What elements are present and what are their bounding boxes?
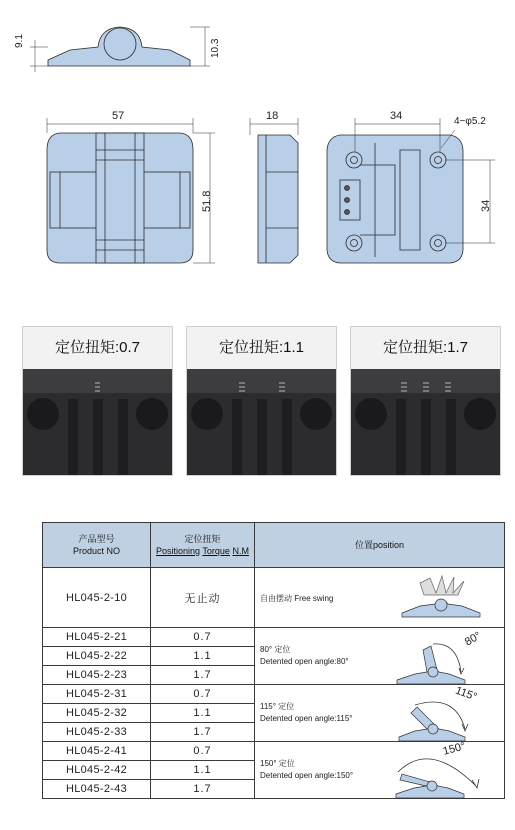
product-code: HL045-2-10 [43,568,151,628]
torque-value: 1.1 [151,704,255,723]
torque-value: 0.7 [151,685,255,704]
product-code: HL045-2-42 [43,761,151,780]
torque-value: 0.7 [151,742,255,761]
spec-table [42,522,505,799]
position-label: 自由摆动 Free swing [260,594,334,603]
dim-hole-spec: 4−φ5.2 [454,116,486,127]
dim-depth: 18 [266,110,279,122]
position-150 [255,742,505,799]
product-code: HL045-2-33 [43,723,151,742]
dim-side-total: 10.3 [210,38,221,58]
product-code: HL045-2-43 [43,780,151,799]
side-view [30,27,210,72]
free-swing-icon [390,573,500,623]
panel-caption: 定位扭矩:1.7 [382,339,469,356]
dim-width: 57 [112,110,125,122]
technical-drawing [0,0,515,300]
end-view [250,118,298,263]
torque-panel-1 [22,326,173,476]
dim-height: 51.8 [201,190,213,212]
torque-value: 1.7 [151,666,255,685]
front-view [47,118,215,263]
header-product-en: Product NO [72,546,121,556]
header-torque-cn: 定位扭矩 [184,534,221,544]
table-row [43,742,505,761]
angle-label: 80° [462,629,484,649]
position-label: 150° 定位 [260,759,295,768]
torque-value: 0.7 [151,628,255,647]
position-80 [255,628,505,685]
panel-caption: 定位扭矩:1.1 [218,339,305,356]
torque-value: 1.7 [151,780,255,799]
header-torque-en-2: Torque [202,546,230,556]
header-torque-en-1: Positioning [156,546,201,556]
position-free-swing [255,568,505,628]
table-row [43,685,505,704]
table-row [43,628,505,647]
table-header-row [43,523,505,568]
torque-value: 1.1 [151,647,255,666]
dim-side-height: 9.1 [14,34,25,48]
back-view [327,118,495,263]
dim-hole-spacing-h: 34 [390,110,403,122]
angle-label: 150° [441,740,467,758]
position-detail: Detented open angle:115° [260,714,353,723]
angle-label: 115° [453,684,479,704]
torque-panel-3 [350,326,501,476]
position-115 [255,685,505,742]
torque-value: 无止动 [151,568,255,628]
position-detail: Detented open angle:150° [260,771,354,780]
product-code: HL045-2-22 [43,647,151,666]
angle-150-icon [380,744,500,804]
torque-value: 1.1 [151,761,255,780]
product-code: HL045-2-41 [43,742,151,761]
hinge-photo [351,369,500,475]
header-torque-en-3: N.M [232,546,249,556]
angle-115-icon [385,689,495,747]
panel-caption: 定位扭矩:0.7 [54,339,141,356]
torque-panel-2 [186,326,337,476]
hinge-photo [187,369,336,475]
header-product [43,523,151,568]
torque-value: 1.7 [151,723,255,742]
header-product-cn: 产品型号 [78,534,115,544]
product-code: HL045-2-23 [43,666,151,685]
position-label: 80° 定位 [260,645,291,654]
position-detail: Detented open angle:80° [260,657,349,666]
position-label: 115° 定位 [260,702,295,711]
header-position: 位置position [255,523,505,568]
product-code: HL045-2-31 [43,685,151,704]
header-torque-en [151,545,254,557]
product-code: HL045-2-21 [43,628,151,647]
header-torque [151,523,255,568]
table-row [43,568,505,628]
product-code: HL045-2-32 [43,704,151,723]
dim-hole-spacing-v: 34 [480,199,492,212]
hinge-photo [23,369,172,475]
